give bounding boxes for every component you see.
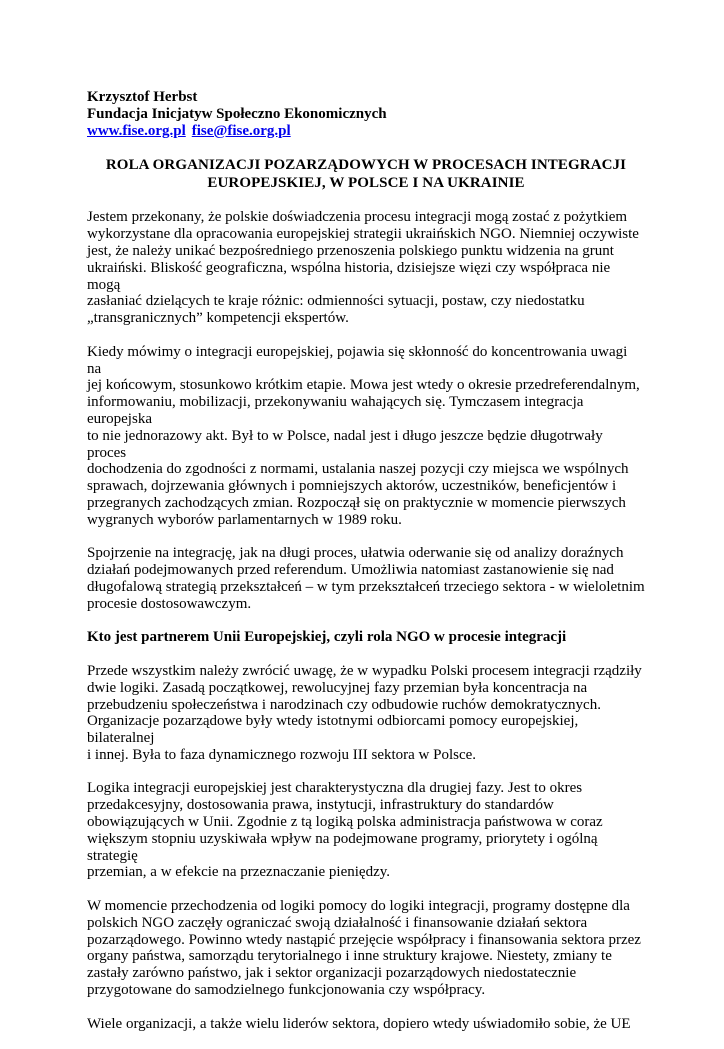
author-name: Krzysztof Herbst xyxy=(87,89,198,105)
paragraph-4: Przede wszystkim należy zwrócić uwagę, że w wypadku Polski procesem integracji rządziły dwie logiki. Zasadą początkowej, rewolucyjnej fazy przemian była koncentracja na przebudzeniu społeczeństwa i narodzinach czy odbudowie ruchów demokratycznych. Organizacje pozarządowe były wtedy istotnymi odbiorcami pomocy europejskiej, bilateralnej i innej. Była to faza dynamicznego rozwoju III sektora w Polsce. xyxy=(87,662,642,763)
section-heading: Kto jest partnerem Unii Europejskiej, czyli rola NGO w procesie integracji xyxy=(87,629,567,646)
document-title xyxy=(87,156,645,192)
author-links xyxy=(87,123,645,140)
paragraph-6: W momencie przechodzenia od logiki pomocy do logiki integracji, programy dostępne dla polskich NGO zaczęły ograniczać swoją działalność i finansowanie działań sektora pozarządowego. Powinno wtedy nastąpić przejęcie współpracy i finansowania sektora przez organy państwa, samorządu terytorialnego i inne struktury krajowe. Niestety, zmiany te zastały zarówno państwo, jak i sektor organizacji pozarządowych niedostatecznie przygotowane do samodzielnego funkcjonowania czy współpracy. xyxy=(87,898,641,999)
paragraph-2: Kiedy mówimy o integracji europejskiej, pojawia się skłonność do koncentrowania uwagi na jej końcowym, stosunkowo krótkim etapie. Mowa jest wtedy o okresie przedreferendalnym, informowaniu, mobilizacji, przekonywaniu wahających się. Tymczasem integracja europejska to nie jednorazowy akt. Był to w Polsce, nadal jest i długo jeszcze będzie długotrwały proces dochodzenia do zgodności z normami, ustalania naszej pozycji czy miejsca we wspólnych sprawach, dojrzewania głównych i pomniejszych aktorów, uczestników, beneficjentów i przegranych zachodzących zmian. Rozpoczął się on praktycznie w momencie pierwszych wygranych wyborów parlamentarnych w 1989 roku. xyxy=(87,343,640,528)
document-page xyxy=(87,89,645,1049)
author-block xyxy=(87,89,645,139)
paragraph-3: Spojrzenie na integrację, jak na długi proces, ułatwia oderwanie się od analizy doraźnych działań podejmowanych przed referendum. Umożliwia natomiast zastanowienie się nad długofalową strategią przekształceń – w tym przekształceń trzeciego sektora - w wieloletnim procesie dostosowawczym. xyxy=(87,545,645,612)
paragraph-7: Wiele organizacji, a także wielu liderów sektora, dopiero wtedy uświadomiło sobie, że UE xyxy=(87,1015,631,1032)
paragraph-1: Jestem przekonany, że polskie doświadczenia procesu integracji mogą zostać z pożytkiem wykorzystane dla opracowania europejskiej strategii ukraińskich NGO. Niemniej oczywiste jest, że należy unikać bezpośredniego przenoszenia polskiego punktu widzenia na grunt ukraiński. Bliskość geograficzna, wspólna historia, dzisiejsze więzi czy współpraca nie mogą zasłaniać dzielących te kraje różnic: odmienności sytuacji, postaw, czy niedostatku „transgranicznych” kompetencji ekspertów. xyxy=(87,209,639,327)
website-link[interactable]: www.fise.org.pl xyxy=(87,122,186,139)
email-link[interactable]: fise@fise.org.pl xyxy=(191,122,291,139)
author-organization: Fundacja Inicjatyw Społeczno Ekonomicznych xyxy=(87,105,387,122)
paragraph-5: Logika integracji europejskiej jest charakterystyczna dla drugiej fazy. Jest to okres przedakcesyjny, dostosowania prawa, instytucji, infrastruktury do standardów obowiązujących w Unii. Zgodnie z tą logiką polska administracja państwowa w coraz większym stopniu uzyskiwała wpływ na podejmowane programy, priorytety i ogólną strategię przemian, a w efekcie na przeznaczanie pieniędzy. xyxy=(87,780,603,881)
title-line-2: EUROPEJSKIEJ, W POLSCE I NA UKRAINIE xyxy=(207,175,525,192)
title-line-1: ROLA ORGANIZACJI POZARZĄDOWYCH W PROCESACH INTEGRACJI xyxy=(105,157,627,174)
document-body xyxy=(87,209,645,1032)
